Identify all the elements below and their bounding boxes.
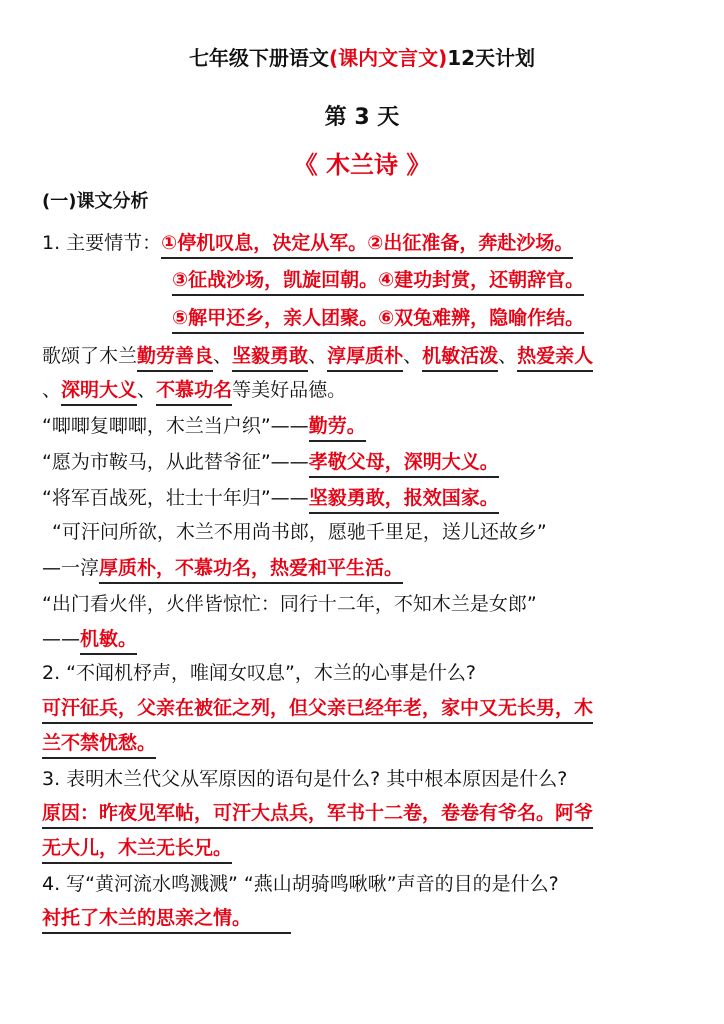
- quote-4-answer-line: [42, 556, 403, 584]
- q2-answer-line-1: [42, 696, 593, 724]
- quote-prefix: —一淳: [42, 557, 100, 579]
- q3-question: 3. 表明木兰代父从军原因的语句是什么? 其中根本原因是什么?: [42, 768, 568, 790]
- quote-prefix: ——: [42, 628, 80, 650]
- title-main: 七年级下册语文: [188, 46, 329, 70]
- separator: 、: [137, 379, 157, 401]
- section-heading: (一)课文分析: [42, 191, 149, 212]
- q3-answer-2: 无大儿，木兰无长兄。: [42, 836, 232, 864]
- q4-answer: 衬托了木兰的思亲之情。: [42, 906, 291, 934]
- separator: 、: [403, 345, 423, 367]
- quote-text: “将军百战死，壮士十年归”——: [42, 487, 309, 509]
- day-label: 第 3 天: [324, 105, 400, 130]
- quote-answer: 坚毅勇敢，报效国家。: [309, 486, 499, 514]
- q1-line-2: [172, 268, 584, 296]
- q2-answer-2: 兰不禁忧愁。: [42, 731, 156, 759]
- quality-1: 勤劳善良: [137, 344, 213, 372]
- quote-answer: 勤劳。: [309, 414, 366, 442]
- q1-line-3: [172, 306, 584, 334]
- poem-title: 《 木兰诗 》: [293, 151, 431, 179]
- quote-5-text: “出门看火伴，火伴皆惊忙：同行十二年，不知木兰是女郎”: [42, 593, 537, 615]
- praise-line-1: [42, 344, 593, 372]
- quote-5-answer-line: [42, 627, 137, 655]
- q3-answer-line-2: [42, 836, 232, 864]
- quote-answer: 机敏。: [80, 627, 137, 655]
- praise-text: 歌颂了木兰: [42, 345, 138, 367]
- quality-7: 不慕功名: [156, 378, 232, 406]
- quote-answer: 孝敬父母，深明大义。: [309, 450, 499, 478]
- q3-answer-1: 原因：昨夜见军帖，可汗大点兵，军书十二卷，卷卷有爷名。阿爷: [42, 801, 593, 829]
- plot-answer-3: ⑤解甲还乡，亲人团聚。⑥双兔难辨，隐喻作结。: [172, 306, 584, 334]
- q1-line-1: [42, 231, 573, 259]
- separator: 、: [308, 345, 328, 367]
- praise-suffix: 等美好品德。: [232, 379, 347, 401]
- quality-4: 机敏活泼: [422, 344, 498, 372]
- praise-line-2: [42, 378, 346, 406]
- quality-3: 淳厚质朴: [327, 344, 403, 372]
- q2-question: 2. “不闻机杼声，唯闻女叹息”，木兰的心事是什么?: [42, 662, 476, 684]
- quote-text: “唧唧复唧唧，木兰当户织”——: [42, 415, 309, 437]
- quote-2: [42, 450, 499, 478]
- plot-answer-2: ③征战沙场，凯旋回朝。④建功封赏，还朝辞官。: [172, 268, 584, 296]
- quote-answer: 厚质朴，不慕功名，热爱和平生活。: [99, 556, 403, 584]
- quality-2: 坚毅勇敢: [232, 344, 308, 372]
- separator: 、: [213, 345, 233, 367]
- separator: 、: [42, 379, 62, 401]
- q4-question: 4. 写“黄河流水鸣溅溅” “燕山胡骑鸣啾啾”声音的目的是什么?: [42, 873, 559, 895]
- title-paren: (课内文言文): [328, 46, 448, 70]
- quote-4-text: “可汗问所欲，木兰不用尚书郎，愿驰千里足，送儿还故乡”: [52, 521, 547, 543]
- q1-label: 1. 主要情节：: [42, 232, 162, 254]
- q4-answer-line: [42, 906, 291, 934]
- quality-6: 深明大义: [61, 378, 137, 406]
- plot-answer-1: ①停机叹息，决定从军。②出征准备，奔赴沙场。: [161, 231, 573, 259]
- quote-3: [42, 486, 499, 514]
- q2-answer-line-2: [42, 731, 156, 759]
- title-plan: 12天计划: [447, 46, 536, 70]
- q2-answer-1: 可汗征兵，父亲在被征之列，但父亲已经年老，家中又无长男，木: [42, 696, 593, 724]
- separator: 、: [498, 345, 518, 367]
- quality-5: 热爱亲人: [517, 344, 593, 372]
- q3-answer-line-1: [42, 801, 593, 829]
- quote-1: [42, 414, 366, 442]
- quote-text: “愿为市鞍马，从此替爷征”——: [42, 451, 309, 473]
- page-title: [0, 42, 724, 71]
